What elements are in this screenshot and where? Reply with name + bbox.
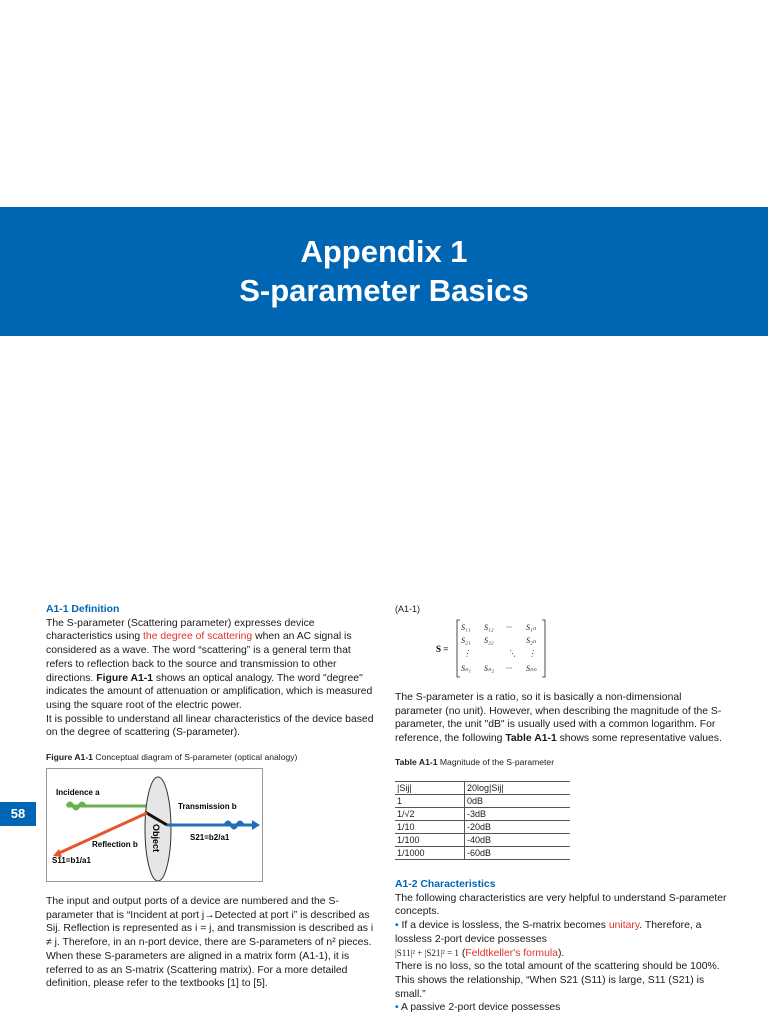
s11-label: S11=b1/a1 [52, 856, 91, 865]
right-column [395, 691, 730, 770]
section-heading-characteristics: A1-2 Characteristics [395, 879, 496, 890]
svg-text:S₂ₙ: S₂ₙ [526, 636, 536, 645]
svg-text:⋮: ⋮ [463, 649, 471, 658]
section-heading-definition: A1-1 Definition [46, 604, 120, 615]
table-cell: 0dB [465, 795, 571, 808]
svg-text:⋱: ⋱ [508, 649, 516, 658]
definition-paragraph: The S-parameter (Scattering parameter) expresses device characteristics using the degree of scattering when an AC signal is considered as a wave. The word “scattering” is a general term that refers to reflection back to the source and transmission to other directions. Figure A1-1 shows an optical analogy. The word "degree" indicates the amount of attenuation or amplification, which is measured using the square root of the electric power. [46, 617, 373, 711]
magnitude-table [395, 781, 570, 860]
table-row [395, 821, 570, 834]
svg-text:Sₙ₂: Sₙ₂ [484, 664, 494, 673]
svg-text:S₁₂: S₁₂ [484, 623, 494, 632]
appendix-subtitle: S-parameter Basics [239, 273, 529, 308]
figure-caption: Figure A1-1 Conceptual diagram of S-parameter (optical analogy) [46, 752, 298, 763]
table-cell: 20log|Sij| [465, 782, 571, 795]
table-cell: 1/1000 [395, 847, 465, 860]
appendix-title: Appendix 1 [300, 234, 468, 269]
left-column-lower [46, 895, 376, 991]
table-cell: -3dB [465, 808, 571, 821]
loss-paragraph: There is no loss, so the total amount of the scattering should be 100%. This shows the relationship, “When S21 (S11) is large, S11 (S21) is small.” [395, 961, 720, 1000]
ratio-paragraph: The S-parameter is a ratio, so it is basically a non-dimensional parameter (no unit). However, when describing the magnitude of the S-parameter, the unit "dB" is usually used with a common logarithm. For reference, the following Table A1-1 shows some representative values. [395, 692, 722, 745]
svg-text:S₂₂: S₂₂ [484, 636, 494, 645]
s-matrix [436, 618, 551, 680]
definition-paragraph-2: It is possible to understand all linear characteristics of the device based on the degree of scattering (S-parameter). [46, 713, 374, 739]
s21-label: S21=b2/a1 [190, 833, 230, 842]
table-cell: 1/10 [395, 821, 465, 834]
right-column-lower [395, 878, 730, 1015]
figure-a1-1 [46, 768, 263, 882]
table-header-row [395, 782, 570, 795]
characteristics-paragraph: The following characteristics are very helpful to understand S-parameter concepts. [395, 892, 727, 918]
svg-text:S₁₁: S₁₁ [461, 623, 471, 632]
table-cell: 1/100 [395, 834, 465, 847]
feldtkeller-line: |S11|² + |S21|² = 1 (Feldtkeller's formula). [395, 947, 565, 959]
svg-text:Sₙ₁: Sₙ₁ [461, 664, 471, 673]
svg-text:···: ··· [506, 623, 512, 632]
transmission-label: Transmission b [178, 802, 237, 811]
bullet-passive: • A passive 2-port device possesses [395, 1002, 561, 1014]
table-cell: -60dB [465, 847, 571, 860]
table-cell: -20dB [465, 821, 571, 834]
optical-analogy-diagram [47, 769, 262, 881]
table-row [395, 795, 570, 808]
svg-text:⋮: ⋮ [528, 649, 536, 658]
svg-text:Sₙₙ: Sₙₙ [526, 664, 537, 673]
svg-text:···: ··· [506, 664, 512, 673]
left-column [46, 603, 376, 765]
incidence-label: Incidence a [56, 788, 100, 797]
reflection-label: Reflection b [92, 840, 138, 849]
bullet-lossless: • If a device is lossless, the S-matrix becomes unitary. Therefore, a lossless 2-port device possesses [395, 920, 702, 945]
equation-label: (A1-1) [395, 604, 421, 614]
page-number: 58 [0, 802, 36, 826]
table-cell: 1 [395, 795, 465, 808]
table-caption: Table A1-1 Magnitude of the S-parameter [395, 756, 555, 767]
table-row [395, 808, 570, 821]
table-cell: |Sij| [395, 782, 465, 795]
object-label: Object [151, 824, 161, 853]
table-row [395, 847, 570, 860]
table-cell: 1/√2 [395, 808, 465, 821]
svg-text:S₂₁: S₂₁ [461, 636, 471, 645]
table-cell: -40dB [465, 834, 571, 847]
svg-text:S₁ₙ: S₁ₙ [526, 623, 536, 632]
ports-paragraph: The input and output ports of a device are numbered and the S-parameter that is “Incident at port j→Detected at port i” is described as Sij. Reflection is represented as i = j, and transmission is described as i ≠ j. Therefore, in an n-port device, there are S-parameters of n² pieces. When these S-parameters are aligned in a matrix form (A1-1), it is referred to as an S-matrix (Scattering matrix). For a more detailed definition, please refer to the textbooks [1] to [5]. [46, 896, 374, 990]
title-banner [0, 207, 768, 336]
table-row [395, 834, 570, 847]
matrix-s: S = [436, 644, 449, 654]
